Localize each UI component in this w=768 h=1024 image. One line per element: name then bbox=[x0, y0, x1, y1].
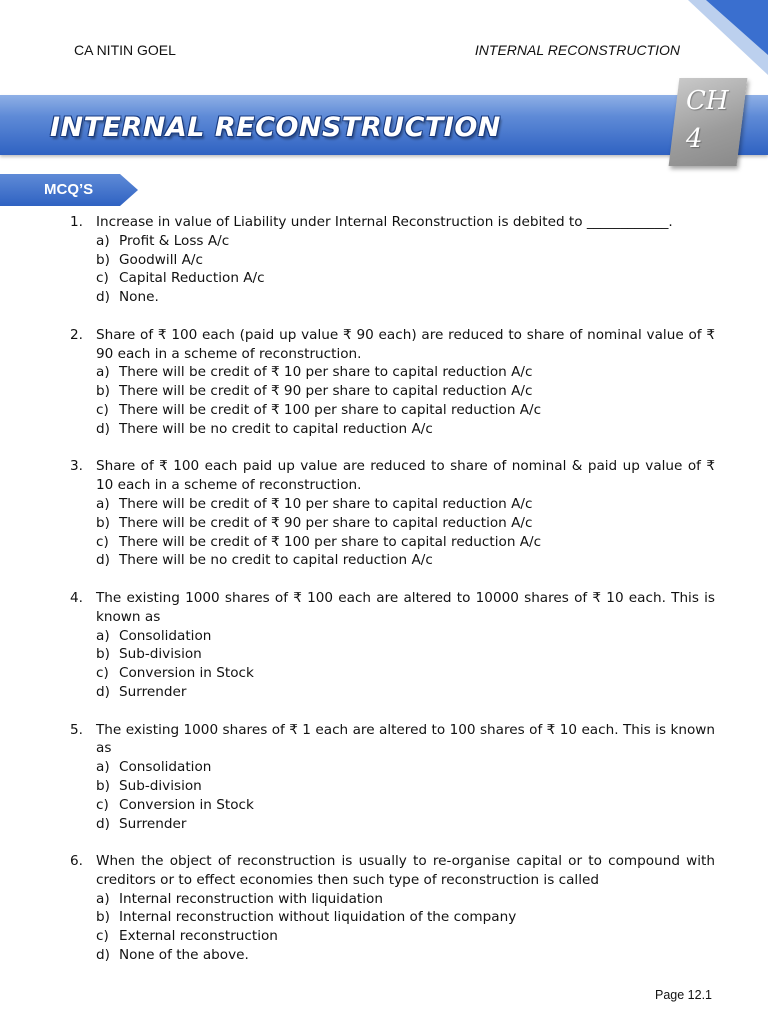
answer-option bbox=[70, 382, 715, 401]
option-key: c) bbox=[96, 533, 109, 550]
option-key: b) bbox=[96, 251, 110, 268]
answer-option bbox=[70, 777, 715, 796]
option-text: Surrender bbox=[119, 815, 187, 832]
answer-option bbox=[70, 946, 715, 965]
answer-option bbox=[70, 533, 715, 552]
answer-option bbox=[70, 890, 715, 909]
option-text: Consolidation bbox=[119, 627, 212, 644]
question-number: 4. bbox=[70, 589, 83, 606]
option-key: b) bbox=[96, 777, 110, 794]
option-key: d) bbox=[96, 683, 110, 700]
option-text: Goodwill A/c bbox=[119, 251, 203, 268]
question-number: 1. bbox=[70, 214, 83, 230]
option-key: b) bbox=[96, 514, 110, 531]
question-item bbox=[70, 213, 715, 307]
answer-option bbox=[70, 758, 715, 777]
option-key: a) bbox=[96, 627, 110, 644]
option-key: d) bbox=[96, 420, 110, 437]
answer-option bbox=[70, 269, 715, 288]
option-text: None of the above. bbox=[119, 947, 249, 964]
answer-option bbox=[70, 401, 715, 420]
answer-option bbox=[70, 627, 715, 646]
option-key: a) bbox=[96, 890, 110, 907]
question-stem bbox=[70, 326, 715, 364]
answer-option bbox=[70, 420, 715, 439]
option-text: Profit & Loss A/c bbox=[119, 232, 230, 249]
option-key: b) bbox=[96, 646, 110, 663]
option-key: c) bbox=[96, 928, 109, 945]
answer-option bbox=[70, 796, 715, 815]
answer-option bbox=[70, 232, 715, 251]
question-stem bbox=[70, 852, 715, 890]
question-text: Share of ₹ 100 each (paid up value ₹ 90 each) are reduced to share of nominal value of ₹ 90 each in a scheme of reconstruction. bbox=[96, 326, 715, 362]
option-key: d) bbox=[96, 552, 110, 569]
option-key: c) bbox=[96, 401, 109, 418]
question-stem bbox=[70, 213, 715, 232]
option-text: There will be credit of ₹ 90 per share to capital reduction A/c bbox=[119, 514, 533, 531]
option-key: b) bbox=[96, 909, 110, 926]
option-text: There will be no credit to capital reduction A/c bbox=[119, 552, 433, 569]
section-label: MCQ’S bbox=[44, 181, 94, 198]
answer-option bbox=[70, 908, 715, 927]
question-stem bbox=[70, 589, 715, 627]
answer-option bbox=[70, 683, 715, 702]
question-number: 6. bbox=[70, 853, 83, 870]
option-key: a) bbox=[96, 232, 110, 249]
option-text: Sub-division bbox=[119, 777, 202, 794]
question-item bbox=[70, 721, 715, 834]
option-text: There will be credit of ₹ 90 per share to capital reduction A/c bbox=[119, 383, 533, 400]
option-text: Capital Reduction A/c bbox=[119, 270, 265, 287]
option-text: External reconstruction bbox=[119, 928, 278, 945]
option-key: d) bbox=[96, 815, 110, 832]
option-text: Sub-division bbox=[119, 646, 202, 663]
chapter-badge-text bbox=[686, 82, 729, 158]
question-number: 2. bbox=[70, 326, 83, 343]
option-key: a) bbox=[96, 364, 110, 381]
option-text: There will be credit of ₹ 10 per share to capital reduction A/c bbox=[119, 495, 533, 512]
option-key: d) bbox=[96, 947, 110, 964]
question-text: When the object of reconstruction is usually to re-organise capital or to compound with creditors or to effect economies then such type of reconstruction is called bbox=[96, 853, 715, 888]
chapter-title: INTERNAL RECONSTRUCTION bbox=[50, 112, 501, 143]
option-text: None. bbox=[119, 289, 159, 306]
question-item bbox=[70, 589, 715, 702]
question-stem bbox=[70, 457, 715, 495]
answer-option bbox=[70, 363, 715, 382]
option-key: d) bbox=[96, 289, 110, 306]
option-text: There will be credit of ₹ 100 per share to capital reduction A/c bbox=[119, 533, 542, 550]
option-key: c) bbox=[96, 796, 109, 813]
option-text: There will be no credit to capital reduction A/c bbox=[119, 420, 433, 437]
question-item bbox=[70, 457, 715, 570]
author-name: CA NITIN GOEL bbox=[74, 42, 176, 58]
answer-option bbox=[70, 664, 715, 683]
question-text: Share of ₹ 100 each paid up value are reduced to share of nominal & paid up value of ₹ 10 each in a scheme of reconstruction. bbox=[96, 458, 715, 494]
question-number: 5. bbox=[70, 721, 83, 738]
answer-option bbox=[70, 251, 715, 270]
question-number: 3. bbox=[70, 458, 83, 475]
option-text: Internal reconstruction without liquidation of the company bbox=[119, 909, 517, 926]
question-stem bbox=[70, 721, 715, 759]
question-text: Increase in value of Liability under Internal Reconstruction is debited to ____________. bbox=[96, 214, 673, 230]
option-key: c) bbox=[96, 270, 109, 287]
option-text: Conversion in Stock bbox=[119, 796, 254, 813]
option-key: b) bbox=[96, 383, 110, 400]
page-number: Page 12.1 bbox=[655, 988, 712, 1002]
answer-option bbox=[70, 551, 715, 570]
option-key: a) bbox=[96, 759, 110, 776]
answer-option bbox=[70, 288, 715, 307]
option-text: Conversion in Stock bbox=[119, 665, 254, 682]
answer-option bbox=[70, 815, 715, 834]
option-text: There will be credit of ₹ 100 per share to capital reduction A/c bbox=[119, 401, 542, 418]
chapter-number: 4 bbox=[686, 124, 703, 154]
option-key: c) bbox=[96, 665, 109, 682]
question-text: The existing 1000 shares of ₹ 100 each are altered to 10000 shares of ₹ 10 each. This is known as bbox=[96, 589, 715, 625]
answer-option bbox=[70, 495, 715, 514]
question-item bbox=[70, 852, 715, 965]
corner-decoration bbox=[688, 0, 768, 75]
option-text: Surrender bbox=[119, 683, 187, 700]
option-key: a) bbox=[96, 495, 110, 512]
option-text: Consolidation bbox=[119, 759, 212, 776]
answer-option bbox=[70, 514, 715, 533]
option-text: There will be credit of ₹ 10 per share to capital reduction A/c bbox=[119, 364, 533, 381]
chapter-label: CH bbox=[686, 86, 729, 116]
option-text: Internal reconstruction with liquidation bbox=[119, 890, 383, 907]
question-item bbox=[70, 326, 715, 439]
question-text: The existing 1000 shares of ₹ 1 each are altered to 100 shares of ₹ 10 each. This is known as bbox=[96, 721, 715, 757]
answer-option bbox=[70, 645, 715, 664]
answer-option bbox=[70, 927, 715, 946]
running-chapter-title: INTERNAL RECONSTRUCTION bbox=[474, 42, 680, 58]
question-list bbox=[70, 213, 715, 984]
